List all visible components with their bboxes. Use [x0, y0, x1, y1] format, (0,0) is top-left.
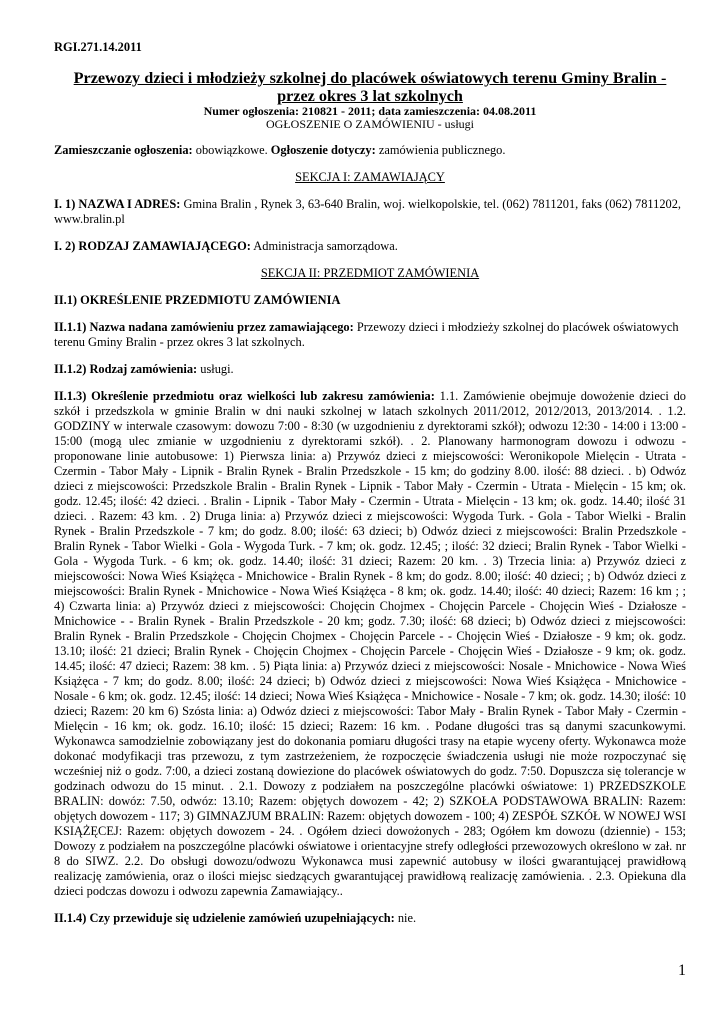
name-and-address-label: I. 1) NAZWA I ADRES: — [54, 197, 181, 211]
authority-type-label: I. 2) RODZAJ ZAMAWIAJĄCEGO: — [54, 239, 251, 253]
page-number: 1 — [678, 962, 686, 979]
contract-scope — [54, 389, 686, 899]
authority-type-value: Administracja samorządowa. — [250, 239, 398, 253]
contract-name — [54, 320, 686, 350]
subject-heading — [54, 293, 686, 308]
contract-name-label: II.1.1) Nazwa nadana zamówieniu przez zamawiającego: — [54, 320, 354, 334]
posting-label-2: Ogłoszenie dotyczy: — [270, 143, 376, 157]
contract-scope-value: 1.1. Zamówienie obejmuje dowożenie dzieci do szkół i przedszkola w gminie Bralin w dni nauki szkolnej w latach szkolnych 2011/2012, 2012/2013, 2013/2014. . 1.2. GODZINY w interwale czasowym: dowozu 7:00 - 8:30 (w uzgodnieniu z dyrektorami szkół); odwozu 12:30 - 14:00 i 13:00 - 15:00 (mogą ulec zmianie w uzgodnieniu z dyrektorami szkół). . 2. Planowany harmonogram dowozu i odwozu - proponowane linie autobusowe: 1) Pierwsza linia: a) Przywóz dzieci z miejscowości: Weronikopole Mielęcin - Utrata - Czermin - Tabor Mały - Lipnik - Bralin Rynek - Bralin Przedszkole - 15 km; do godziny 8.00. ilość: 88 dzieci. . b) Odwóz dzieci z miejscowości: Przedszkole Bralin - Bralin Rynek - Lipnik - Tabor Mały - Czermin - Utrata - Mielęcin - 15 km; ok. godz. 12.45; ilość: 42 dzieci. . Bralin - Lipnik - Tabor Mały - Czermin - Utrata - Mielęcin - 13 km; ok. godz. 14.40; ilość 31 dzieci. . Razem: 43 km. . 2) Druga linia: a) Przywóz dzieci z miejscowości: Wygoda Turk. - Gola - Tabor Wielki - Bralin Rynek - Bralin Przedszkole - 7 km; do godz. 8.00; ilość: 63 dzieci; b) Odwóz dzieci z miejscowości: Bralin Przedszkole - Bralin Rynek - Tabor Wielki - Gola - Wygoda Turk. - 7 km; ok. godz. 12.45; ; ilość: 32 dzieci; Bralin Rynek - Tabor Wielki - Gola - Wygoda Turk. - 6 km; ok. godz. 14.40; ilość: 31 dzieci; Razem: 20 km. . 3) Trzecia linia: a) Przywóz dzieci z miejscowości: Nowa Wieś Książęca - Mnichowice - Bralin Rynek - 8 km; do godz. 8.00; ilość: 40 dzieci; ; b) Odwóz dzieci z miejscowości: Bralin Rynek - Mnichowice - Nowa Wieś Książęca - 8 km; ok. godz. 14.40; ilość: 40 dzieci; Razem: 16 km ; ; 4) Czwarta linia: a) Przywóz dzieci z miejscowości: Chojęcin Chojmex - Chojęcin Parcele - Chojęcin Wieś - Działosze - Mnichowice - - Bralin Rynek - Bralin Przedszkole - 20 km; godz. 7.30; ilość: 68 dzieci; b) Odwóz dzieci z miejscowości: Bralin Rynek - Bralin Przedszkole - Chojęcin Chojmex - Chojęcin Parcele - - Chojęcin Wieś - Działosze - 9 km; ok. godz. 13.10; ilość: 21 dzieci; Bralin Rynek - Chojęcin Chojmex - Chojęcin Parcele - Chojęcin Wieś - Działosze - 9 km; ok. godz. 14.45; ilość: 47 dzieci; Razem: 38 km. . 5) Piąta linia: a) Przywóz dzieci z miejscowości: Nosale - Mnichowice - Nowa Wieś Książęca - 7 km; do godz. 8.00; ilość: 24 dzieci; b) Odwóz dzieci z miejscowości: Nowa Wieś Książęca - Mnichowice - Nosale - 6 km; ok. godz. 12.45; ilość: 14 dzieci; Nowa Wieś Książęca - Mnichowice - Nosale - 7 km; ok. godz. 14.30; ilość: 10 dzieci; Razem: 20 km 6) Szósta linia: a) Odwóz dzieci z miejscowości: Tabor Mały - Bralin Rynek - Tabor Mały - Czermin - Mielęcin - 16 km; ok. godz. 16.10; ilość: 15 dzieci; Razem: 16 km. . Podane długości tras są danymi szacunkowymi. Wykonawca samodzielnie zobowiązany jest do dokonania pomiaru długości trasy na etapie wyceny oferty. Wykonawca może dokonać modyfikacji tras przewozu, z tym zastrzeżeniem, że rozpoczęcie świadczenia usługi nie może rozpoczynać się wcześniej niż o godz. 7:00, a dzieci zostaną dowiezione do placówek oświatowych do godz. 7:50. Dopuszcza się tolerancje w godzinach odwozu do 15 minut. . 2.1. Dowozy z podziałem na poszczególne placówki oświatowe: 1) PRZEDSZKOLE BRALIN: dowóz: 7.50, odwóz: 13.10; Razem: objętych dowozem - 42; 2) SZKOŁA PODSTAWOWA BRALIN: Razem: objętych dowozem - 117; 3) GIMNAZJUM BRALIN: Razem: objętych dowozem - 100; 4) ZESPÓŁ SZKÓŁ W NOWEJ WSI KSIĄŻĘCEJ: Razem: objętych dowozem - 24. . Ogółem dzieci dowożonych - 283; Ogółem km dowozu (dziennie) - 153; Dowozy z podziałem na poszczególne placówki oświatowe i orientacyjne strefy odległości przewozowych określono w zał. nr 8 do SIWZ. 2.2. Do obsługi dowozu/odwozu Wykonawca musi zapewnić autobusy w ilości gwarantującej prawidłową realizację zamówienia, oraz o ilości miejsc siedzących gwarantującej prawidłową realizację zamówienia. . 2.3. Opiekuna dla dzieci podczas dowozu i odwozu zapewnia Zamawiający.. — [54, 389, 686, 898]
contract-name-value: Przewozy dzieci i młodzieży szkolnej do placówek oświatowych terenu Gminy Bralin - przez okres 3 lat szkolnych. — [54, 320, 679, 349]
reference-number: RGI.271.14.2011 — [54, 40, 142, 54]
posting-value-2: zamówienia publicznego. — [375, 143, 506, 157]
contract-type-label: II.1.2) Rodzaj zamówienia: — [54, 362, 198, 376]
supplementary-orders — [54, 911, 686, 926]
subject-heading-text: II.1) OKREŚLENIE PRZEDMIOTU ZAMÓWIENIA — [54, 293, 341, 307]
supplementary-orders-label: II.1.4) Czy przewiduje się udzielenie zamówień uzupełniających: — [54, 911, 395, 925]
announcement-type: OGŁOSZENIE O ZAMÓWIENIU - usługi — [266, 117, 474, 131]
title-line-1: Przewozy dzieci i młodzieży szkolnej do placówek oświatowych terenu Gminy Bralin - — [73, 69, 667, 87]
announcement-meta: Numer ogłoszenia: 210821 - 2011; data zamieszczenia: 04.08.2011 — [203, 104, 537, 118]
name-and-address — [54, 197, 686, 227]
section-1-heading: SEKCJA I: ZAMAWIAJĄCY — [295, 170, 445, 184]
name-and-address-value: Gmina Bralin , Rynek 3, 63-640 Bralin, woj. wielkopolskie, tel. (062) 7811201, faks (062) 7811202, www.bralin.pl — [54, 197, 682, 226]
contract-type — [54, 362, 686, 377]
title-line-2: przez okres 3 lat szkolnych — [277, 87, 463, 105]
posting-label-1: Zamieszczanie ogłoszenia: — [54, 143, 193, 157]
section-2-heading: SEKCJA II: PRZEDMIOT ZAMÓWIENIA — [260, 266, 480, 280]
document-title — [54, 69, 686, 105]
contract-scope-label: II.1.3) Określenie przedmiotu oraz wielkości lub zakresu zamówienia: — [54, 389, 435, 403]
supplementary-orders-value: nie. — [394, 911, 417, 925]
contract-type-value: usługi. — [197, 362, 234, 376]
posting-value-1: obowiązkowe. — [192, 143, 271, 157]
posting-info — [54, 143, 686, 158]
contracting-authority-type — [54, 239, 686, 254]
